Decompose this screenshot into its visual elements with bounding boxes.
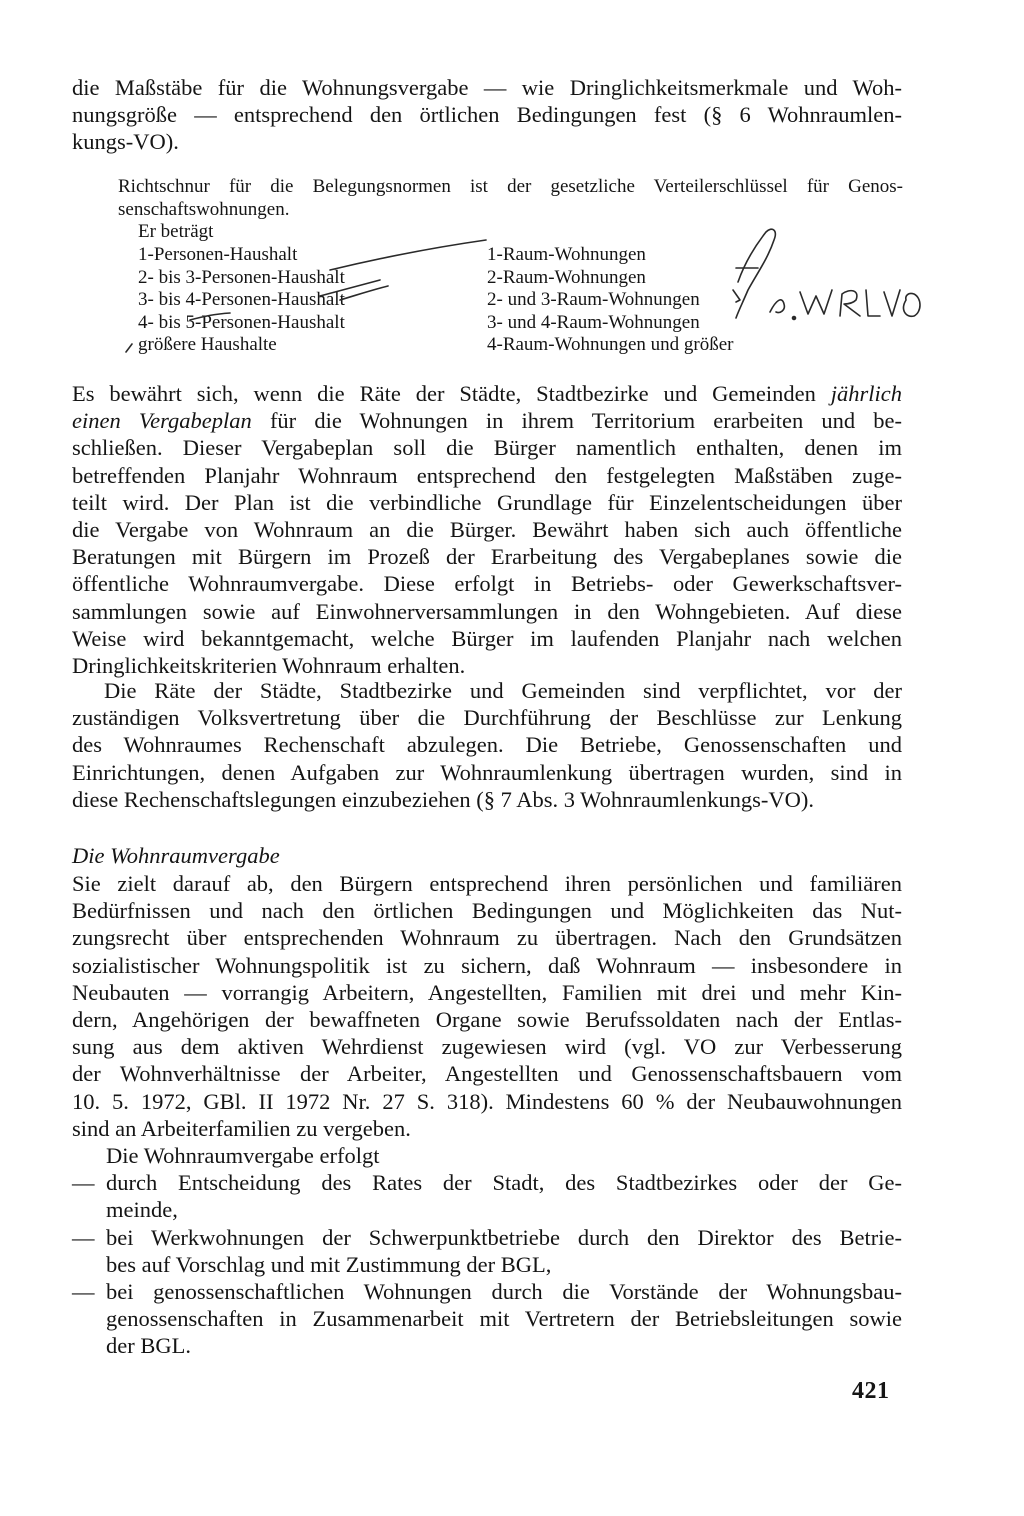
- table-row: [72, 334, 902, 357]
- text-line: der BGL.: [106, 1333, 191, 1359]
- household-cell: größere Haushalte: [138, 334, 277, 355]
- text-line: Einrichtungen, denen Aufgaben zur Wohnraumlenkung übertragen wurden, sind in: [72, 759, 902, 785]
- dash-bullet: —: [72, 1279, 95, 1305]
- household-cell: 2- bis 3-Personen-Haushalt: [138, 266, 345, 288]
- text-line: die Vergabe von Wohnraum an die Bürger. Bewährt haben sich auch öffentliche: [72, 517, 902, 543]
- list-item: [72, 1224, 902, 1278]
- text-line: sammlungen sowie auf Einwohnerversammlungen in den Wohngebieten. Auf diese: [72, 598, 902, 624]
- text-line: Bedürfnissen und nach den örtlichen Bedingungen und Möglichkeiten das Nut-: [72, 898, 902, 924]
- text-line: diese Rechenschaftslegungen einzubeziehen (§ 7 Abs. 3 Wohnraumlenkungs-VO).: [72, 786, 814, 812]
- household-cell: 4- bis 5-Personen-Haushalt: [138, 311, 345, 333]
- text-line: die Maßstäbe für die Wohnungsvergabe — wie Dringlichkeitsmerkmale und Woh-: [72, 75, 902, 100]
- table-row: [72, 267, 902, 290]
- page-number: 421: [852, 1378, 890, 1404]
- list-item: [72, 1169, 902, 1223]
- emphasis-text: jährlich: [830, 381, 902, 406]
- text-line: zuständigen Volksvertretung über die Durchführung der Beschlüsse zur Lenkung: [72, 705, 902, 731]
- dash-bullet: —: [72, 1224, 95, 1250]
- text-line: bei genossenschaftlichen Wohnungen durch die Vorstände der Wohnungsbau-: [106, 1279, 902, 1305]
- table-row: [72, 289, 902, 312]
- text-line: Richtschnur für die Belegungsnormen ist der gesetzliche Verteilerschlüssel für Genos-: [118, 176, 903, 197]
- text-line: Die Räte der Städte, Stadtbezirke und Gemeinden sind verpflichtet, vor der: [104, 678, 902, 703]
- table-row: [72, 312, 902, 335]
- allocation-note: [118, 176, 903, 221]
- household-cell: 3- bis 4-Personen-Haushalt: [138, 289, 345, 310]
- text-line: schließen. Dieser Vergabeplan soll die Bürger namentlich enthalten, denen im: [72, 435, 902, 461]
- text-line: zungsrecht über entsprechenden Wohnraum zu übertragen. Nach den Grundsätzen: [72, 925, 902, 951]
- text-line: Beratungen mit Bürgern im Prozeß der Erarbeitung des Vergabeplanes sowie die: [72, 544, 902, 570]
- section-body: [72, 870, 902, 1360]
- text-line: genossenschaften in Zusammenarbeit mit Vertretern der Betriebsleitungen sowie: [106, 1306, 902, 1332]
- text-line: meinde,: [106, 1197, 178, 1223]
- text-line: des Wohnraumes Rechenschaft abzulegen. Die Betriebe, Genossenschaften und: [72, 732, 902, 758]
- table-row: [72, 244, 902, 267]
- text-line: Sie zielt darauf ab, den Bürgern entsprechend ihren persönlichen und familiären: [72, 871, 902, 896]
- text-line: Dringlichkeitskriterien Wohnraum erhalten.: [72, 653, 466, 679]
- text-line: kungs-VO).: [72, 129, 179, 155]
- pencil-mark-o: [904, 293, 920, 316]
- paragraph-vergabeplan: [72, 380, 902, 679]
- allocation-table: [72, 244, 902, 357]
- text-line: bes auf Vorschlag und mit Zustimmung der BGL,: [106, 1251, 552, 1277]
- household-cell: 1-Personen-Haushalt: [138, 244, 298, 265]
- flat-cell: 2-Raum-Wohnungen: [487, 266, 646, 288]
- text-line: senschaftswohnungen.: [118, 198, 290, 220]
- flat-cell: 2- und 3-Raum-Wohnungen: [487, 289, 700, 310]
- text-line: Weise wird bekanntgemacht, welche Bürger im laufenden Planjahr nach welchen: [72, 625, 902, 651]
- text-line: nungsgröße — entsprechend den örtlichen Bedingungen fest (§ 6 Wohnraumlen-: [72, 102, 902, 128]
- text-line: öffentliche Wohnraumvergabe. Diese erfolgt in Betriebs- oder Gewerkschaftsver-: [72, 571, 902, 597]
- text-line: der Wohnverhältnisse der Arbeiter, Angestellten und Genossenschaftsbauern vom: [72, 1061, 902, 1087]
- er-betraegt-label: Er beträgt: [138, 221, 214, 242]
- text-line: teilt wird. Der Plan ist die verbindliche Grundlage für Einzelentscheidungen über: [72, 489, 902, 515]
- text-line: sozialistischer Wohnungspolitik ist zu sichern, daß Wohnraum — insbesondere in: [72, 952, 902, 978]
- text-line: betreffenden Planjahr Wohnraum entsprechend den festgelegten Maßstäben zuge-: [72, 462, 902, 488]
- list-intro: Die Wohnraumvergabe erfolgt: [106, 1143, 380, 1169]
- flat-cell: 1-Raum-Wohnungen: [487, 244, 646, 265]
- dash-bullet: —: [72, 1170, 95, 1196]
- section-heading: Die Wohnraumvergabe: [72, 843, 280, 868]
- text-line: sind an Arbeiterfamilien zu vergeben.: [72, 1115, 411, 1141]
- flat-cell: 3- und 4-Raum-Wohnungen: [487, 311, 700, 333]
- intro-paragraph: [72, 74, 902, 156]
- text-line: 10. 5. 1972, GBl. II 1972 Nr. 27 S. 318). Mindestens 60 % der Neubauwohnungen: [72, 1088, 902, 1114]
- emphasis-text: einen Vergabeplan: [72, 408, 252, 434]
- text-line: dern, Angehörigen der bewaffneten Organe sowie Berufssoldaten nach der Entlas-: [72, 1007, 902, 1033]
- text-line: [72, 407, 902, 434]
- text-line: durch Entscheidung des Rates der Stadt, des Stadtbezirkes oder der Ge-: [106, 1170, 902, 1196]
- text-run: Es bewährt sich, wenn die Räte der Städte, Stadtbezirke und Gemeinden: [72, 381, 816, 406]
- text-line: Neubauten — vorrangig Arbeitern, Angestellten, Familien mit drei und mehr Kin-: [72, 979, 902, 1005]
- text-line: sung aus dem aktiven Wehrdienst zugewiesen wird (vgl. VO zur Verbesserung: [72, 1034, 902, 1060]
- text-line: [72, 380, 902, 407]
- paragraph-rechenschaft: [72, 677, 902, 813]
- text-run: für die Wohnungen in ihrem Territorium erarbeiten und be-: [269, 408, 903, 434]
- flat-cell: 4-Raum-Wohnungen und größer: [487, 334, 734, 355]
- text-line: bei Werkwohnungen der Schwerpunktbetriebe durch den Direktor des Betrie-: [106, 1224, 902, 1250]
- list-item: [72, 1278, 902, 1360]
